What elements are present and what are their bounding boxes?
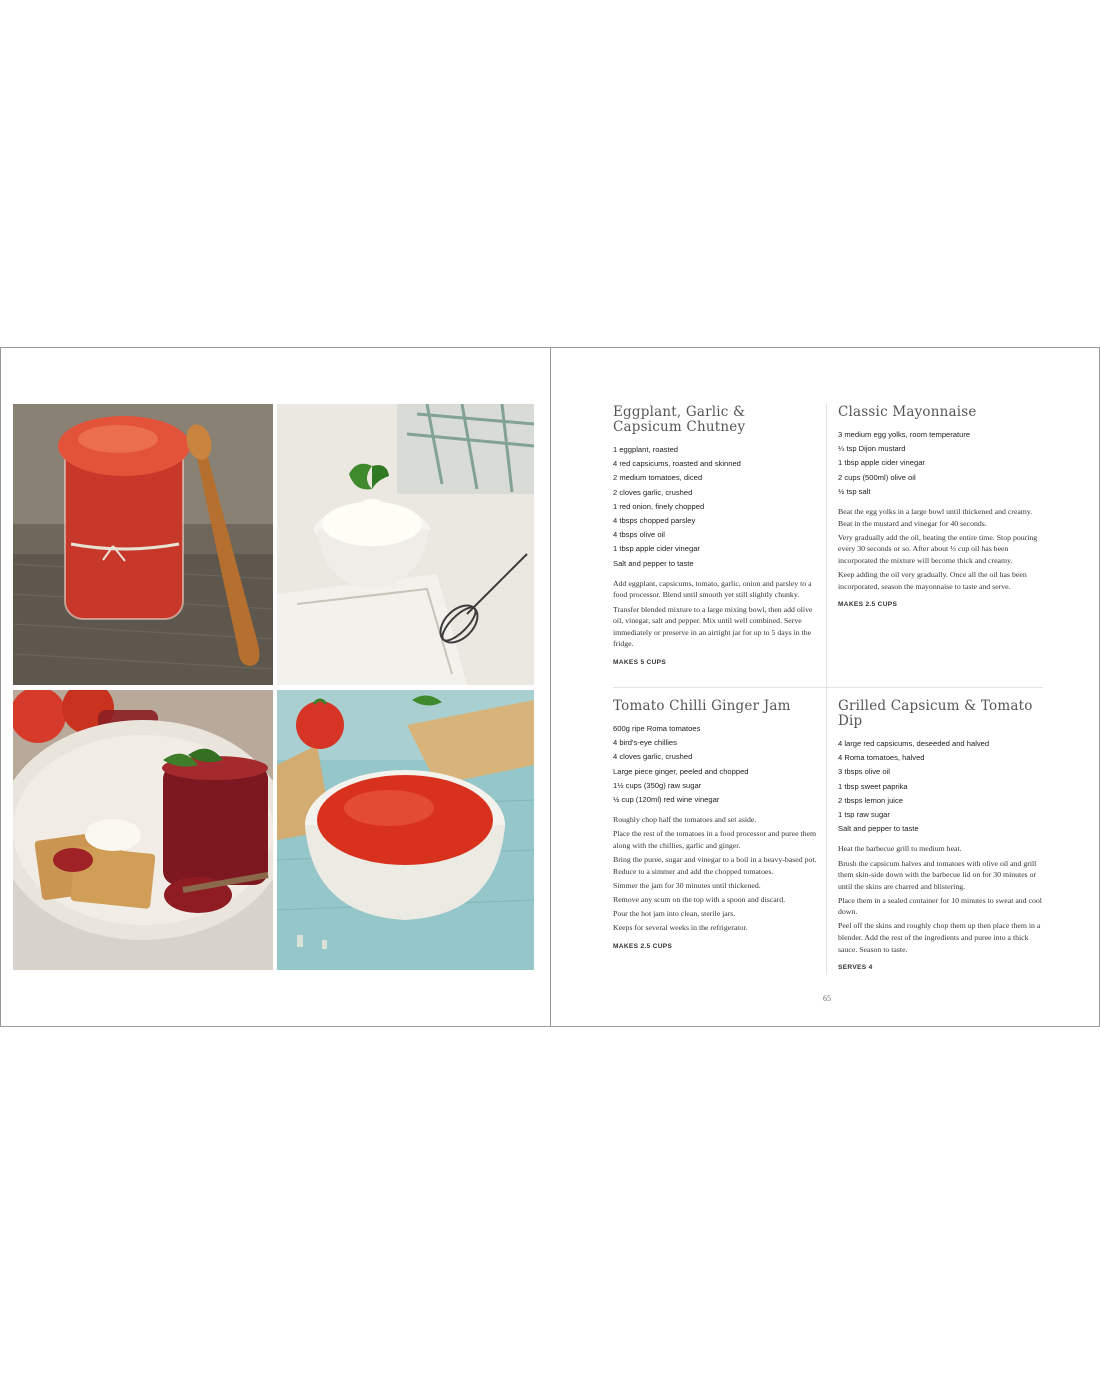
- ingredient: 1 tsp raw sugar: [838, 810, 890, 820]
- ingredient-list: [838, 737, 1045, 836]
- ingredient: 1 tbsp sweet paprika: [838, 781, 908, 791]
- ingredient: 2 tbsps lemon juice: [838, 795, 904, 805]
- row-divider: [613, 687, 1043, 688]
- ingredient: ½ tsp salt: [838, 486, 871, 496]
- ingredient: 2 cloves garlic, crushed: [613, 487, 693, 497]
- method-step: Beat the egg yolks in a large bowl until thickened and creamy. Beat in the mustard and vinegar for 40 seconds.: [838, 507, 1033, 528]
- ingredient: 600g ripe Roma tomatoes: [613, 724, 701, 733]
- ingredient: 3 tbsps olive oil: [838, 767, 890, 777]
- photo-capsicum-dip: [277, 690, 534, 970]
- ingredient: 4 cloves garlic, crushed: [613, 752, 693, 762]
- ingredient: 4 tbsps chopped parsley: [613, 516, 696, 526]
- column-divider: [826, 403, 827, 975]
- method-step: Pour the hot jam into clean, sterile jars.: [613, 908, 736, 918]
- ingredient-list: [613, 443, 818, 571]
- ingredient: 1½ cups (350g) raw sugar: [613, 780, 702, 790]
- method-step: Add eggplant, capsicums, tomato, garlic, onion and parsley to a food processor. Blend until smooth yet still slightly chunky.: [613, 578, 812, 600]
- ingredient: 1 eggplant, roasted: [613, 445, 679, 454]
- ingredient: 4 red capsicums, roasted and skinned: [613, 459, 741, 469]
- method-step: Place the rest of the tomatoes in a food processor and puree them along with the chillies, garlic and ginger.: [613, 829, 817, 850]
- recipe-eggplant-chutney: [613, 405, 818, 666]
- method-step: Very gradually add the oil, beating the entire time. Stop pouring every 30 seconds or so. After about ⅓ cup oil has been incorporated the mixture will become thick and creamy.: [838, 532, 1038, 565]
- recipe-title: Eggplant, Garlic & Capsicum Chutney: [613, 404, 746, 435]
- method-step: Bring the puree, sugar and vinegar to a boil in a heavy-based pot. Reduce to a simmer and add the chopped tomatoes.: [613, 855, 817, 876]
- ingredient: 2 medium tomatoes, diced: [613, 473, 703, 483]
- method-step: Remove any scum on the top with a spoon and discard.: [613, 894, 786, 904]
- method-step: Keeps for several weeks in the refrigerator.: [613, 922, 748, 932]
- ingredient: 2 cups (500ml) olive oil: [838, 472, 916, 482]
- ingredient: 3 medium egg yolks, room temperature: [838, 430, 971, 439]
- ingredient: 4 tbsps olive oil: [613, 530, 665, 540]
- recipe-classic-mayonnaise: [838, 405, 1045, 608]
- recipe-tomato-chilli-jam: [613, 699, 818, 950]
- photo-mayonnaise-bowl: [277, 404, 534, 685]
- ingredient: 1 red onion, finely chopped: [613, 501, 705, 511]
- method-step: Heat the barbecue grill to medium heat.: [838, 844, 962, 854]
- method-step: Roughly chop half the tomatoes and set aside.: [613, 815, 757, 825]
- ingredient: Salt and pepper to taste: [838, 824, 919, 834]
- ingredient: 1 tbsp apple cider vinegar: [613, 544, 700, 554]
- method-step: Place them in a sealed container for 10 minutes to sweat and cool down.: [838, 895, 1042, 917]
- recipe-title: Grilled Capsicum & Tomato Dip: [838, 698, 1033, 729]
- recipe-title: Tomato Chilli Ginger Jam: [613, 698, 791, 714]
- recipe-grilled-capsicum-dip: [838, 699, 1045, 971]
- ingredient-list: [838, 428, 1045, 499]
- recipe-yield: MAKES 2.5 CUPS: [613, 942, 673, 950]
- ingredient: ¼ tsp Dijon mustard: [838, 444, 906, 454]
- ingredient: 4 bird's-eye chillies: [613, 738, 677, 748]
- method-step: Keep adding the oil very gradually. Once all the oil has been incorporated, season the mayonnaise to taste and serve.: [838, 569, 1027, 591]
- method-step: Brush the capsicum halves and tomatoes with olive oil and grill them skin-side down with the barbecue lid on for 30 minutes or until the skins are charred and blistering.: [838, 858, 1037, 891]
- method-step: Transfer blended mixture to a large mixing bowl, then add olive oil, vinegar, salt and pepper. Mix until well combined. Serve immediately or preserve in an airtight jar for up to 5 days in the fridge.: [613, 604, 813, 649]
- ingredient-list: [613, 722, 818, 807]
- ingredient: ½ cup (120ml) red wine vinegar: [613, 795, 720, 805]
- recipe-title: Classic Mayonnaise: [838, 404, 977, 420]
- ingredient: Salt and pepper to taste: [613, 558, 694, 568]
- photo-tomato-jam: [13, 690, 273, 970]
- page-number: 65: [823, 994, 831, 1003]
- ingredient: 4 large red capsicums, deseeded and halved: [838, 739, 990, 748]
- ingredient: 1 tbsp apple cider vinegar: [838, 458, 925, 468]
- recipe-yield: SERVES 4: [838, 964, 873, 972]
- photo-chutney-jar: [13, 404, 273, 685]
- method-step: Simmer the jam for 30 minutes until thickened.: [613, 880, 761, 890]
- ingredient: Large piece ginger, peeled and chopped: [613, 766, 749, 776]
- recipe-yield: MAKES 5 CUPS: [613, 658, 667, 666]
- page-gutter: [550, 348, 551, 1026]
- ingredient: 4 Roma tomatoes, halved: [838, 753, 925, 763]
- recipe-yield: MAKES 2.5 CUPS: [838, 601, 898, 609]
- method-step: Peel off the skins and roughly chop them up then place them in a blender. Add the rest of the ingredients and puree into a thick sauce. Season to taste.: [838, 921, 1041, 954]
